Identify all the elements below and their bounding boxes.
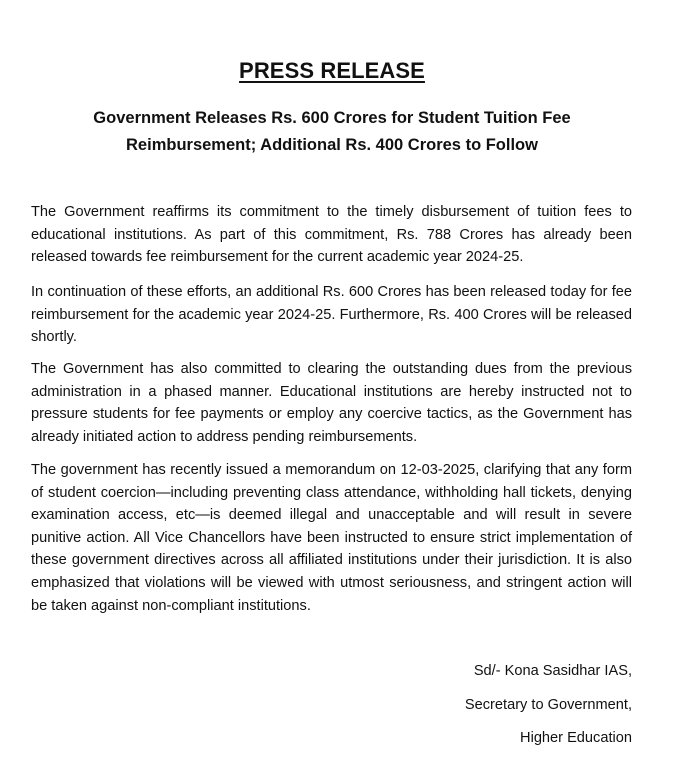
paragraph-1: The Government reaffirms its commitment to the timely disbursement of tuition fees to educational institutions. As part of this commitment, Rs. 788 Crores has already been released towards fee reimbursement for the current academic year 2024-25.: [31, 204, 632, 266]
signature-name: Sd/- Kona Sasidhar IAS,: [473, 663, 632, 679]
paragraph-4: The government has recently issued a memorandum on 12-03-2025, clarifying that any form of student coercion—including preventing class attendance, withholding hall tickets, denying examination access, etc—is deemed illegal and unacceptable and will result in severe punitive action. All Vice Chancellors have been instructed to ensure strict implementation of these government directives across all affiliated institutions under their jurisdiction. It is also emphasized that violations will be viewed with utmost seriousness, and stringent action will be taken against non-compliant institutions.: [31, 462, 632, 614]
signature-department: Higher Education: [520, 730, 632, 746]
paragraph-3: The Government has also committed to clearing the outstanding dues from the previous administration in a phased manner. Educational institutions are hereby instructed not to pressure students for fee payments or employ any coercive tactics, as the Government has already initiated action to address pending reimbursements.: [31, 361, 632, 445]
paragraph-2: In continuation of these efforts, an additional Rs. 600 Crores has been released today for fee reimbursement for the academic year 2024-25. Furthermore, Rs. 400 Crores will be released shortly.: [31, 284, 632, 346]
page-title: PRESS RELEASE: [239, 58, 425, 83]
signature-designation: Secretary to Government,: [464, 697, 632, 713]
headline: Government Releases Rs. 600 Crores for Student Tuition Fee Reimbursement; Additional Rs. 400 Crores to Follow: [93, 109, 571, 154]
